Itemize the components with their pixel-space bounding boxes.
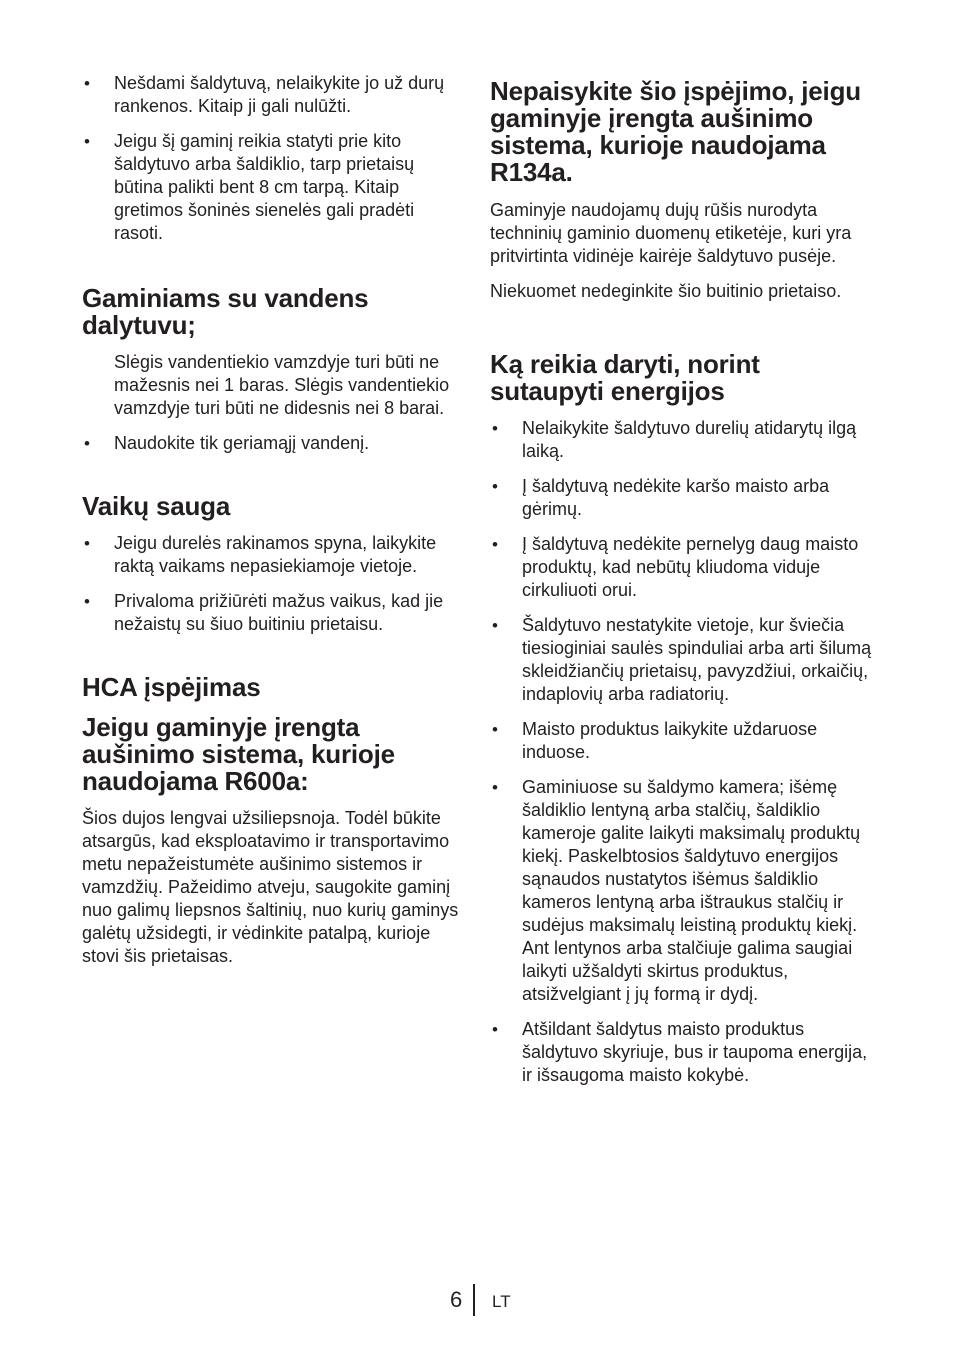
list-item: • Šaldytuvo nestatykite vietoje, kur šviečia tiesioginiai saulės spinduliai arba arti šilumą skleidžiančių prietaisų, pavyzdžiui, orkaičių, indaplovių arba radiatorių.: [490, 614, 880, 706]
r134a-text: Gaminyje naudojamų dujų rūšis nurodyta techninių gaminio duomenų etiketėje, kuri yra pritvirtinta vidinėje kairėje šaldytuvo pusėje.: [490, 200, 852, 266]
list-item: • Nelaikykite šaldytuvo durelių atidarytų ilgą laiką.: [490, 417, 880, 463]
page-footer: [0, 1284, 954, 1316]
page-number: 6: [450, 1287, 463, 1312]
r134a-heading: Nepaisykite šio įspėjimo, jeigu gaminyje įrengta aušinimo sistema, kurioje naudojama R134a.: [490, 76, 861, 187]
list-item: • Jeigu durelės rakinamos spyna, laikykite raktą vaikams nepasiekiamoje vietoje.: [82, 532, 462, 578]
list-item: • Maisto produktus laikykite uždaruose induose.: [490, 718, 880, 764]
list-item: • Jeigu šį gaminį reikia statyti prie kito šaldytuvo arba šaldiklio, tarp prietaisų būtina palikti bent 8 cm tarpą. Kitaip gretimos šoninės sienelės gali pradėti rasoti.: [82, 130, 462, 245]
hca-warning-heading: HCA įspėjimas: [82, 672, 261, 702]
list-item: • Nešdami šaldytuvą, nelaikykite jo už durų rankenos. Kitaip ji gali nulūžti.: [82, 72, 462, 118]
water-dispenser-heading: Gaminiams su vandens dalytuvu;: [82, 283, 369, 340]
list-item: • Į šaldytuvą nedėkite pernelyg daug maisto produktų, kad nebūtų kliudoma viduje cirkuliuoti orui.: [490, 533, 880, 602]
child-safety-bullet-list: [82, 532, 462, 636]
water-pressure-text: Slėgis vandentiekio vamzdyje turi būti ne mažesnis nei 1 baras. Slėgis vandentiekio vamzdyje turi būti ne didesnis nei 8 barai.: [114, 352, 450, 418]
footer-divider: [473, 1284, 475, 1316]
r600a-text: Šios dujos lengvai užsiliepsnoja. Todėl būkite atsargūs, kad eksploatavimo ir transportavimo metu nepažeistumėte aušinimo sistemos ir vamzdžių. Pažeidimo atveju, saugokite gaminį nuo galimų liepsnos šaltinių, nuo kurių gaminys galėtų užsidegti, ir vėdinkite patalpą, kurioje stovi šis prietaisas.: [82, 808, 459, 966]
energy-bullet-list: [490, 417, 880, 1087]
left-column: [82, 72, 462, 968]
list-item: • Į šaldytuvą nedėkite karšo maisto arba gėrimų.: [490, 475, 880, 521]
list-item: • Naudokite tik geriamąjį vandenį.: [82, 432, 462, 455]
child-safety-heading: Vaikų sauga: [82, 491, 231, 521]
r600a-heading: Jeigu gaminyje įrengta aušinimo sistema, kurioje naudojama R600a:: [82, 712, 395, 796]
energy-saving-heading: Ką reikia daryti, norint sutaupyti energijos: [490, 349, 760, 406]
transport-bullet-list: [82, 72, 462, 245]
no-burn-text: Niekuomet nedeginkite šio buitinio prietaiso.: [490, 281, 842, 301]
language-code: LT: [492, 1292, 511, 1311]
list-item: • Atšildant šaldytus maisto produktus šaldytuvo skyriuje, bus ir taupoma energija, ir išsaugoma maisto kokybė.: [490, 1018, 880, 1087]
list-item: • Privaloma prižiūrėti mažus vaikus, kad jie nežaistų su šiuo buitiniu prietaisu.: [82, 590, 462, 636]
right-column: [490, 72, 880, 1099]
list-item: • Gaminiuose su šaldymo kamera; išėmę šaldiklio lentyną arba stalčių, šaldiklio kameroje galite laikyti maksimalų produktų kiekį. Paskelbtosios šaldytuvo energijos sąnaudos nustatytos išėmus šaldiklio kameros lentyną arba ištraukus stalčių ir sudėjus maksimalų leistiną produktų kiekį. Ant lentynos arba stalčiuje galima saugiai laikyti užšaldyti skirtus produktus, atsižvelgiant į jų formą ir dydį.: [490, 776, 880, 1006]
water-bullet-list: [82, 432, 462, 455]
